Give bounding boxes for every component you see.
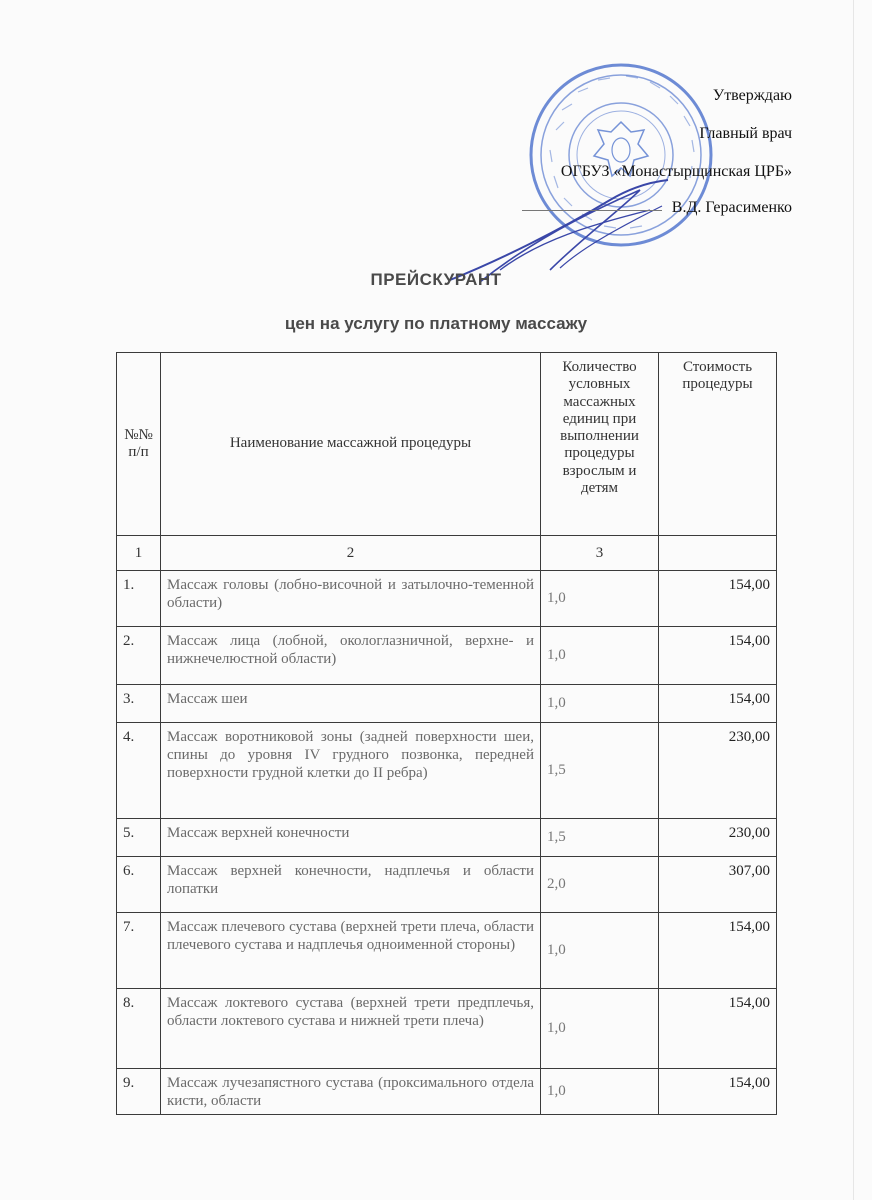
- signature-line: [522, 210, 662, 211]
- row-name: Массаж головы (лобно-височной и затылочно-теменной области): [161, 571, 541, 627]
- row-num: 7.: [117, 913, 161, 989]
- table-row: [117, 857, 777, 913]
- row-name: Массаж лица (лобной, окологлазничной, верхне- и нижнечелюстной области): [161, 627, 541, 685]
- row-units: 1,5: [541, 819, 659, 857]
- header-name: Наименование массажной процедуры: [161, 353, 541, 536]
- row-num: 3.: [117, 685, 161, 723]
- approval-line-4: В.Д. Герасименко: [671, 199, 792, 216]
- index-cell: [659, 536, 777, 571]
- row-price: 154,00: [659, 913, 777, 989]
- table-row: [117, 723, 777, 819]
- price-table: [116, 352, 777, 1115]
- row-price: 154,00: [659, 571, 777, 627]
- row-num: 1.: [117, 571, 161, 627]
- row-name: Массаж лучезапястного сустава (проксимального отдела кисти, области: [161, 1069, 541, 1115]
- document-title: ПРЕЙСКУРАНТ: [370, 270, 502, 289]
- row-units: 1,0: [541, 989, 659, 1069]
- row-price: 154,00: [659, 1069, 777, 1115]
- row-price: 307,00: [659, 857, 777, 913]
- row-name: Массаж верхней конечности, надплечья и области лопатки: [161, 857, 541, 913]
- table-row: [117, 913, 777, 989]
- table-row: [117, 627, 777, 685]
- header-units: Количество условных массажных единиц при выполнении процедуры взрослым и детям: [541, 353, 659, 536]
- index-cell: 3: [541, 536, 659, 571]
- header-price: Стоимость процедуры: [659, 353, 777, 536]
- table-row: [117, 989, 777, 1069]
- row-num: 2.: [117, 627, 161, 685]
- approval-line-1: Утверждаю: [712, 87, 792, 104]
- row-name: Массаж плечевого сустава (верхней трети плеча, области плечевого сустава и надплечья одноименной стороны): [161, 913, 541, 989]
- row-units: 1,0: [541, 1069, 659, 1115]
- row-units: 1,5: [541, 723, 659, 819]
- document-subtitle: цен на услугу по платному массажу: [284, 314, 588, 333]
- row-units: 2,0: [541, 857, 659, 913]
- approval-line-2: Главный врач: [699, 125, 792, 142]
- row-units: 1,0: [541, 571, 659, 627]
- row-units: 1,0: [541, 627, 659, 685]
- row-name: Массаж локтевого сустава (верхней трети предплечья, области локтевого сустава и нижней трети плеча): [161, 989, 541, 1069]
- table-header-row: [117, 353, 777, 536]
- table-row: [117, 1069, 777, 1115]
- row-num: 4.: [117, 723, 161, 819]
- index-cell: 1: [117, 536, 161, 571]
- row-units: 1,0: [541, 685, 659, 723]
- approval-line-3: ОГБУЗ «Монастырщинская ЦРБ»: [560, 163, 792, 180]
- table-index-row: [117, 536, 777, 571]
- table-row: [117, 819, 777, 857]
- table-row: [117, 571, 777, 627]
- row-price: 154,00: [659, 989, 777, 1069]
- row-price: 230,00: [659, 723, 777, 819]
- row-num: 8.: [117, 989, 161, 1069]
- row-name: Массаж верхней конечности: [161, 819, 541, 857]
- row-price: 154,00: [659, 685, 777, 723]
- row-num: 5.: [117, 819, 161, 857]
- table-row: [117, 685, 777, 723]
- scan-edge: [853, 0, 854, 1200]
- row-name: Массаж шеи: [161, 685, 541, 723]
- row-price: 154,00: [659, 627, 777, 685]
- row-name: Массаж воротниковой зоны (задней поверхности шеи, спины до уровня IV грудного позвонка, передней поверхности грудной клетки до II ребра): [161, 723, 541, 819]
- row-num: 9.: [117, 1069, 161, 1115]
- index-cell: 2: [161, 536, 541, 571]
- header-num: №№ п/п: [117, 353, 161, 536]
- row-num: 6.: [117, 857, 161, 913]
- row-price: 230,00: [659, 819, 777, 857]
- row-units: 1,0: [541, 913, 659, 989]
